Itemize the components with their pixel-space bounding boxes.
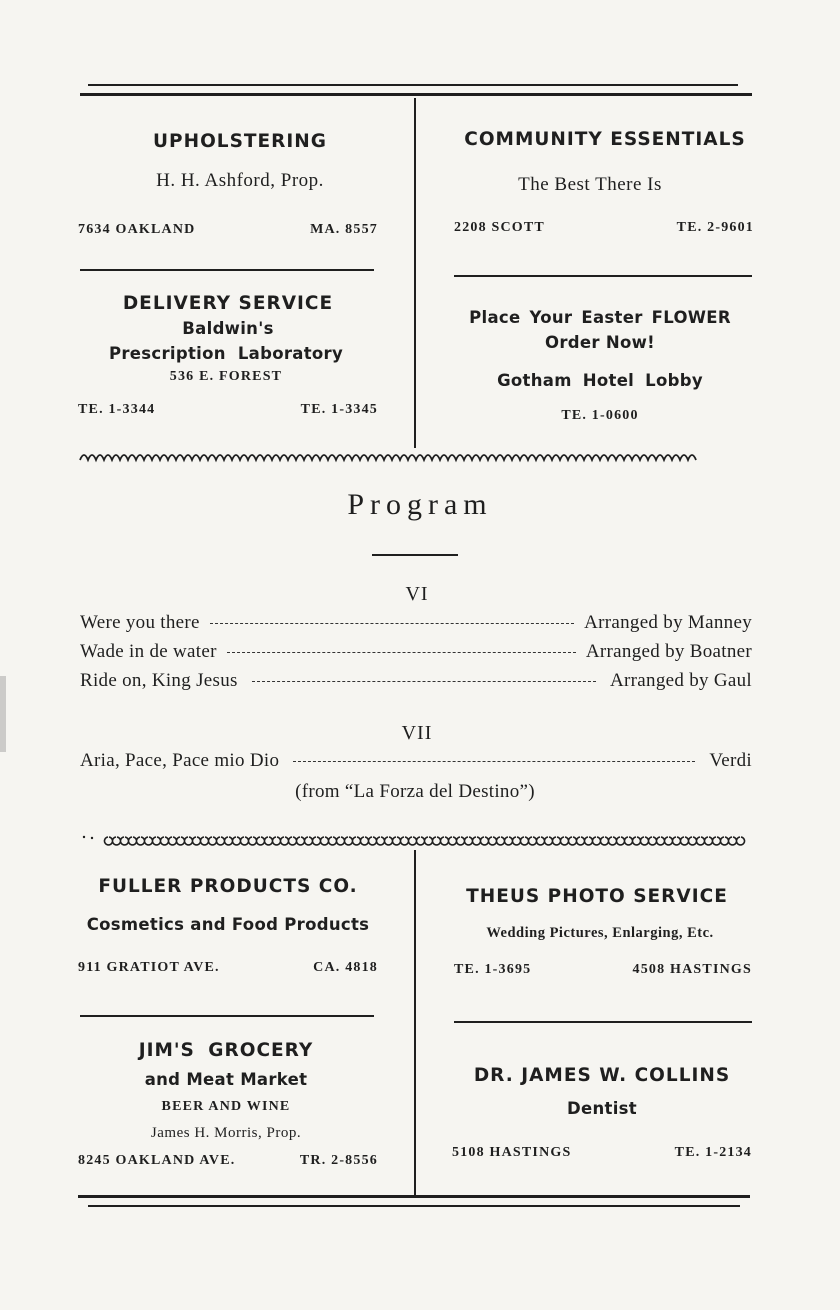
ad-community-tagline: The Best There Is <box>518 174 662 195</box>
ad-upholstering-phone: MA. 8557 <box>310 222 378 237</box>
ad-separator <box>454 1021 752 1023</box>
ad-delivery-address: 536 E. FOREST <box>169 369 283 384</box>
ad-community-title: COMMUNITY ESSENTIALS <box>464 129 746 150</box>
ad-jims-line2: BEER AND WINE <box>161 1099 291 1114</box>
ad-fuller-address: 911 GRATIOT AVE. <box>78 960 220 975</box>
ad-collins-subtitle: Dentist <box>567 1099 637 1118</box>
ad-theus-address: 4508 HASTINGS <box>632 962 752 977</box>
ad-theus-phone: TE. 1-3695 <box>454 962 532 977</box>
ad-delivery-title: DELIVERY SERVICE <box>122 293 334 314</box>
leader-dashes <box>227 652 576 653</box>
ad-upholstering-title: UPHOLSTERING <box>153 131 327 152</box>
ad-delivery-line1: Baldwin's <box>182 319 274 338</box>
bottom-border-line <box>78 1195 750 1198</box>
ad-collins-contact <box>452 1145 752 1161</box>
ad-collins-title: DR. JAMES W. COLLINS <box>473 1065 731 1086</box>
program-item <box>80 750 752 772</box>
leader-dashes <box>293 761 695 762</box>
program-item-title: Ride on, King Jesus <box>80 670 238 691</box>
ad-community-address: 2208 SCOTT <box>454 220 545 235</box>
program-item-credit: Arranged by Boatner <box>585 641 752 662</box>
ad-fuller-title: FULLER PRODUCTS CO. <box>98 876 358 897</box>
ad-flower-line2: Order Now! <box>545 333 655 352</box>
ad-delivery-contact <box>78 402 378 418</box>
ad-upholstering-proprietor: H. H. Ashford, Prop. <box>156 170 324 191</box>
program-item-credit: Verdi <box>709 750 752 771</box>
ad-upholstering-address: 7634 OAKLAND <box>78 222 196 237</box>
program-item <box>80 641 752 663</box>
ad-flower-phone: TE. 1-0600 <box>561 408 639 423</box>
ad-community-contact <box>454 220 754 236</box>
ad-delivery-phone2: TE. 1-3345 <box>300 402 378 417</box>
ad-flower-location: Gotham Hotel Lobby <box>497 371 703 390</box>
ad-jims-contact <box>78 1153 378 1169</box>
ad-jims-proprietor: James H. Morris, Prop. <box>150 1125 302 1141</box>
top-border-line <box>80 93 752 96</box>
ad-separator <box>80 269 374 271</box>
ad-jims-address: 8245 OAKLAND AVE. <box>78 1153 236 1168</box>
column-divider <box>414 98 416 448</box>
ad-separator <box>80 1015 374 1017</box>
program-item <box>80 670 752 692</box>
ad-delivery-phone1: TE. 1-3344 <box>78 402 156 417</box>
ad-jims-line1: and Meat Market <box>144 1070 308 1089</box>
ad-community-phone: TE. 2-9601 <box>676 220 754 235</box>
ad-upholstering-contact <box>78 222 378 238</box>
program-section-numeral: VII <box>401 722 433 744</box>
program-item-title: Were you there <box>80 612 200 633</box>
top-border-line <box>88 84 738 86</box>
program-item-note: (from “La Forza del Destino”) <box>295 781 535 802</box>
ad-delivery-line2: Prescription Laboratory <box>108 344 344 363</box>
program-item-credit: Arranged by Gaul <box>610 670 752 691</box>
column-divider <box>414 850 416 1195</box>
ad-theus-subtitle: Wedding Pictures, Enlarging, Etc. <box>486 925 714 941</box>
ad-fuller-phone: CA. 4818 <box>313 960 378 975</box>
program-item <box>80 612 752 634</box>
ad-flower-line1: Place Your Easter FLOWER <box>469 308 731 327</box>
leader-dashes <box>252 681 596 682</box>
program-item-title: Aria, Pace, Pace mio Dio <box>80 750 280 771</box>
ornamental-border <box>78 448 754 466</box>
ad-separator <box>454 275 752 277</box>
ad-fuller-subtitle: Cosmetics and Food Products <box>86 915 370 934</box>
leader-dashes <box>210 623 574 624</box>
ad-jims-title: JIM'S GROCERY <box>138 1040 314 1061</box>
ornamental-border <box>78 831 754 849</box>
program-item-title: Wade in de water <box>80 641 217 662</box>
bottom-border-line <box>88 1205 740 1207</box>
program-heading-rule <box>372 554 458 556</box>
ad-theus-title: THEUS PHOTO SERVICE <box>466 886 728 907</box>
ad-theus-contact <box>454 962 752 978</box>
ad-jims-phone: TR. 2-8556 <box>299 1153 378 1168</box>
ad-fuller-contact <box>78 960 378 976</box>
program-section-numeral: VI <box>405 583 429 605</box>
program-item-credit: Arranged by Manney <box>584 612 752 633</box>
program-heading: Program <box>347 488 493 521</box>
ad-collins-phone: TE. 1-2134 <box>674 1145 752 1160</box>
ad-collins-address: 5108 HASTINGS <box>452 1145 572 1160</box>
